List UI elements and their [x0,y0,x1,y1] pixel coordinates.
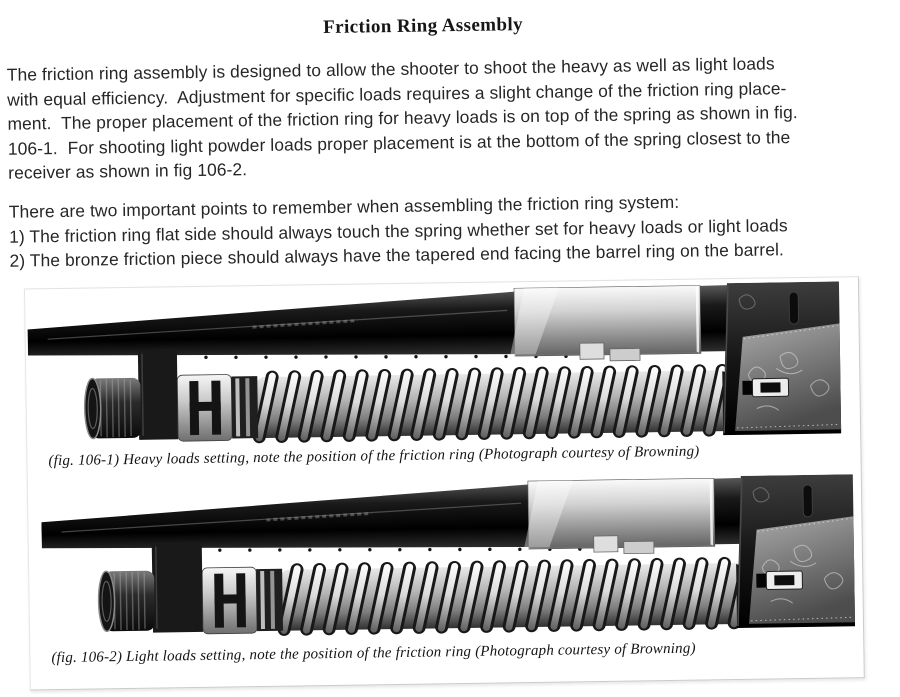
text-line: 2) The bronze friction piece should always have the tapered end facing the barrel ring on the barrel. [9,239,785,271]
figure-106-1-photo [27,281,847,451]
barrel-guide-ring [152,542,203,633]
figure-106-2-caption: (fig. 106-2) Light loads setting, note the position of the friction ring (Photograph courtesy of Browning) [51,640,696,667]
intro-paragraph [7,51,799,186]
friction-ring [202,567,257,634]
bolt-handle [756,571,802,590]
friction-ring [177,374,232,441]
bolt-handle [742,378,788,397]
gun-illustration [41,474,861,644]
text-line: with equal efficiency. Adjustment for specific loads requires a slight change of the friction ring place- [6,77,787,110]
figure-106-2-photo [41,474,861,644]
text-line: receiver as shown in fig 106-2. [8,159,248,184]
barrel-ring-sleeve [509,285,701,362]
receiver-slot [789,292,798,324]
text-line: The friction ring assembly is designed to allow the shooter to shoot the heavy as well as light loads [6,53,775,85]
barrel-ring-sleeve [523,478,715,555]
text-line: ment. The proper placement of the friction ring for heavy loads is on top of the spring as shown in fig. [7,102,798,134]
barrel-guide-ring [138,349,178,440]
receiver-slot [803,485,812,517]
text-line: There are two important points to remember when assembling the friction ring system: [8,191,680,222]
text-line: 106-1. For shooting light powder loads proper placement is at the bottom of the spring closest to the [7,126,791,159]
page-title: Friction Ring Assembly [323,14,524,39]
assembly-points-paragraph [9,188,789,273]
receiver [735,474,855,628]
figure-106-1-caption: (fig. 106-1) Heavy loads setting, note the position of the friction ring (Photograph courtesy of Browning) [48,443,700,470]
photo-sheet [24,276,865,690]
gun-illustration [27,281,847,451]
receiver [721,281,841,435]
text-line: 1) The friction ring flat side should always touch the spring whether set for heavy loads or light loads [9,214,788,247]
